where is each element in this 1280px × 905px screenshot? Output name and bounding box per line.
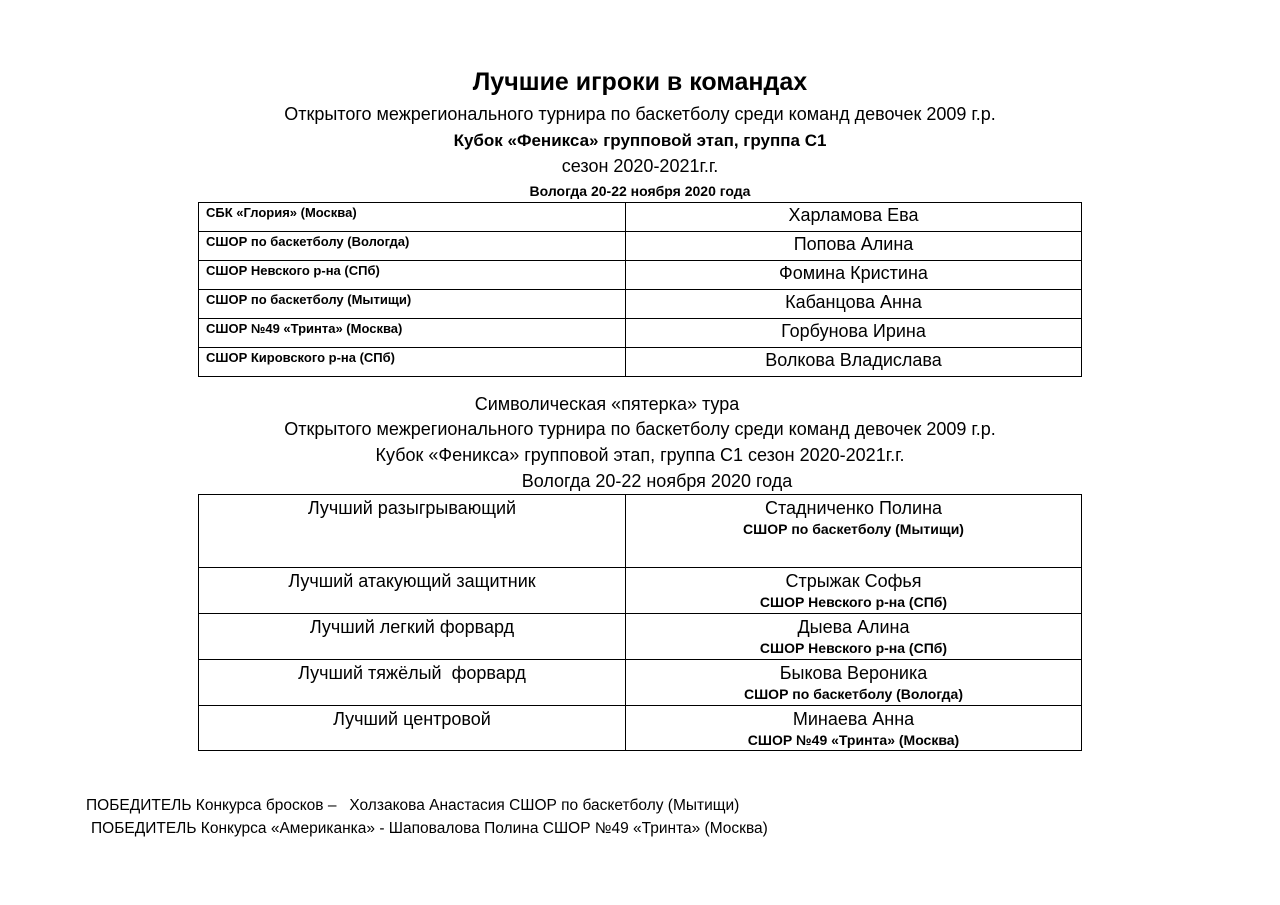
- table-row: [199, 261, 1082, 290]
- position-cell: Лучший тяжёлый форвард: [199, 660, 626, 706]
- five-title: Символическая «пятерка» тура: [474, 394, 740, 414]
- position-cell: Лучший центровой: [199, 706, 626, 751]
- player-cell: Попова Алина: [626, 232, 1082, 261]
- position-cell: Лучший разыгрывающий: [199, 495, 626, 568]
- page-title: Лучшие игроки в командах: [472, 68, 808, 96]
- player-team: СШОР Невского р-на (СПб): [759, 640, 948, 656]
- player-team: СШОР по баскетболу (Вологда): [744, 686, 963, 702]
- cup-stage: Кубок «Феникса» групповой этап, группа С1: [453, 131, 827, 150]
- table-row: [199, 706, 1082, 751]
- team-cell: СШОР №49 «Тринта» (Москва): [199, 319, 626, 348]
- position-cell: Лучший легкий форвард: [199, 614, 626, 660]
- table-row: [199, 232, 1082, 261]
- season: сезон 2020-2021г.г.: [561, 156, 719, 176]
- table-row: [199, 568, 1082, 614]
- table-row: [199, 495, 1082, 568]
- player-name: Минаева Анна: [792, 709, 915, 729]
- table-row: [199, 348, 1082, 377]
- tournament-name: Открытого межрегионального турнира по баскетболу среди команд девочек 2009 г.р.: [284, 104, 996, 124]
- location-dates: Вологда 20-22 ноября 2020 года: [529, 183, 751, 199]
- player-name: Стрыжак Софья: [785, 571, 922, 591]
- winner-cell: [626, 614, 1082, 660]
- player-name: Стадниченко Полина: [764, 498, 943, 518]
- five-tournament-name: Открытого межрегионального турнира по баскетболу среди команд девочек 2009 г.р.: [284, 419, 996, 439]
- player-cell: Харламова Ева: [626, 203, 1082, 232]
- team-cell: СБК «Глория» (Москва): [199, 203, 626, 232]
- winner-cell: [626, 706, 1082, 751]
- player-name: Дыева Алина: [797, 617, 910, 637]
- player-cell: Кабанцова Анна: [626, 290, 1082, 319]
- footer-winner-shooting: ПОБЕДИТЕЛЬ Конкурса бросков – Холзакова Анастасия СШОР по баскетболу (Мытищи): [86, 797, 740, 814]
- team-cell: СШОР по баскетболу (Вологда): [199, 232, 626, 261]
- team-cell: СШОР по баскетболу (Мытищи): [199, 290, 626, 319]
- position-cell: Лучший атакующий защитник: [199, 568, 626, 614]
- symbolic-five-table: [198, 494, 1082, 751]
- player-name: Быкова Вероника: [779, 663, 928, 683]
- player-team: СШОР №49 «Тринта» (Москва): [747, 732, 960, 748]
- player-cell: Волкова Владислава: [626, 348, 1082, 377]
- winner-cell: [626, 495, 1082, 568]
- team-cell: СШОР Невского р-на (СПб): [199, 261, 626, 290]
- footer-winner-american: ПОБЕДИТЕЛЬ Конкурса «Американка» - Шаповалова Полина СШОР №49 «Тринта» (Москва): [91, 820, 768, 837]
- player-team: СШОР Невского р-на (СПб): [759, 594, 948, 610]
- team-cell: СШОР Кировского р-на (СПб): [199, 348, 626, 377]
- table-row: [199, 614, 1082, 660]
- table-row: [199, 660, 1082, 706]
- best-players-table: [198, 202, 1082, 377]
- winner-cell: [626, 568, 1082, 614]
- player-team: СШОР по баскетболу (Мытищи): [743, 521, 964, 537]
- table-row: [199, 319, 1082, 348]
- winner-cell: [626, 660, 1082, 706]
- player-cell: Фомина Кристина: [626, 261, 1082, 290]
- five-location-dates: Вологда 20-22 ноября 2020 года: [521, 471, 793, 491]
- five-cup-stage-season: Кубок «Феникса» групповой этап, группа С1 сезон 2020-2021г.г.: [375, 445, 905, 465]
- table-row: [199, 290, 1082, 319]
- table-row: [199, 203, 1082, 232]
- player-cell: Горбунова Ирина: [626, 319, 1082, 348]
